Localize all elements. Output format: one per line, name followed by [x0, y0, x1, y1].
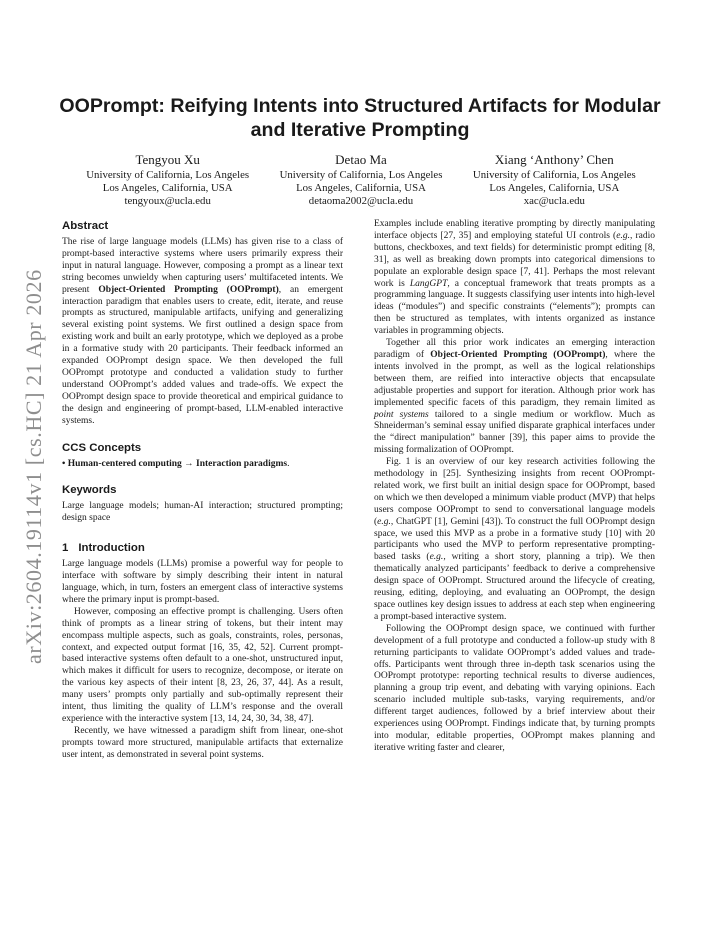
intro-heading: 1 Introduction [62, 542, 145, 555]
author-1 [71, 152, 264, 209]
author-affiliation: University of California, Los Angeles [472, 169, 636, 181]
right-column [374, 219, 655, 755]
arxiv-stamp-graphic [17, 246, 49, 666]
author-email: detaoma2002@ucla.edu [308, 195, 414, 208]
author-email: xac@ucla.edu [523, 195, 585, 208]
paper-title: OOPrompt: Reifying Intents into Structured Artifacts for Modular and Iterative Prompting [59, 95, 661, 141]
author-location: Los Angeles, California, USA [102, 182, 233, 195]
intro-paragraph-3: Recently, we have witnessed a paradigm shift from linear, one-shot prompts toward more structured, manipulable artifacts that externalize user intent, as demonstrated in several point systems. [62, 725, 343, 760]
intro-paragraph-2: However, composing an effective prompt is challenging. Users often think of prompts as a linear string of tokens, but their intent may encompass multiple aspects, such as goals, constraints, roles, personas, context, and expected output format [16, 35, 42, 52]. Current prompt-based interactive systems often default to a one-shot, unstructured input, which makes it difficult for users to recognize, decompose, or iterate on the various key aspects of their intent [8, 23, 26, 37, 44]. As a result, many users’ prompts only partially and sub-optimally represent their intent, thus limiting the quality of LLM’s response and the overall experience with the interactive system [13, 14, 24, 30, 34, 38, 47]. [62, 606, 343, 724]
author-block [71, 152, 651, 209]
author-name: Xiang ‘Anthony’ Chen [494, 152, 614, 167]
ccs-concepts: • Human-centered computing → Interaction paradigms. [62, 458, 290, 469]
abstract-text: The rise of large language models (LLMs) has given rise to a class of prompt-based interactive systems where users primarily express their input in natural language. However, composing a prompt as a linear text string becomes unwieldy when capturing users’ multifaceted intents. We present Object-Oriented Prompting (OOPrompt), an emergent interaction paradigm that enables users to create, edit, iterate, and reuse prompts as structured, manipulable artifacts, unifying and generalizing several existing point systems. We first outlined a design space from existing work and built an early prototype, which we deployed as a probe in a formative study with 20 participants. Their feedback informed an expanded OOPrompt design space. We then developed the full OOPrompt prototype and conducted a validation study to further understand OOPrompt’s added values and trade-offs. We expect the OOPrompt design space to provide theoretical and empirical guidance to the design and engineering of prompt-based, LLM-enabled interactive systems. [62, 237, 344, 426]
ccs-heading: CCS Concepts [62, 441, 142, 454]
author-name: Detao Ma [335, 152, 387, 167]
right-paragraph-2: Together all this prior work indicates an emerging interaction paradigm of Object-Oriented Prompting (OOPrompt), where the intents involved in the prompt, as well as the logical relationships between them, are reified into interactive objects that encapsulate adjustable properties and support for iteration. Although prior work has implemented specific facets of this paradigm, they remain limited as point systems tailored to a single medium or workflow. Much as Shneiderman’s seminal essay unified disparate graphical interfaces under the “direct manipulation” banner [39], this paper aims to provide the missing formalization of OOPrompt. [374, 338, 656, 456]
right-paragraph-3: Fig. 1 is an overview of our key research activities following the methodology in [25]. Synthesizing insights from recent OOPrompt-related work, we first built an initial design space for OOPrompt, based on which we then developed a minimum viable product (MVP) that helps users compose OOPrompt to send to conversational language models (e.g., ChatGPT [1], Gemini [43]). To construct the full OOPrompt design space, we used this MVP as a probe in a formative study [10] with 20 participants who used the MVP to perform representative prompting-based tasks (e.g., writing a short story, planning a trip). We then thematically analyzed participants’ feedback to derive a comprehensive design space of OOPrompt. Structured around the lifecycle of creating, reusing, editing, deploying, and evaluating an OOPrompt, the design space outlines key design issues to address at each step when engineering a prompt-based interactive system. [374, 457, 655, 622]
author-email: tengyoux@ucla.edu [124, 195, 211, 208]
abstract-heading: Abstract [62, 220, 109, 232]
author-2 [264, 152, 457, 209]
left-column [62, 219, 343, 762]
right-paragraph-4: Following the OOPrompt design space, we continued with further development of a full prototype and conducted a follow-up study with 8 returning participants to validate OOPrompt’s added values and trade-offs. Participants went through three in-depth task scenarios using the OOPrompt prototype: reporting technical results to diverse audiences, planning a group trip event, and debating with varying opinions. Each scenario included multiple sub-tasks, varying requirements, and/or different target audiences, followed by a brief interview about their experiences using OOPrompt. Findings indicate that, by turning prompts into modular, editable properties, OOPrompt makes planning and iterative writing faster and clearer, [374, 623, 655, 753]
author-affiliation: University of California, Los Angeles [86, 169, 250, 181]
author-affiliation: University of California, Los Angeles [279, 169, 443, 181]
keywords-text: Large language models; human-AI interaction; structured prompting; design space [62, 501, 343, 524]
arxiv-stamp [17, 246, 49, 666]
author-location: Los Angeles, California, USA [296, 182, 426, 195]
author-location: Los Angeles, California, USA [489, 182, 620, 195]
keywords-heading: Keywords [62, 484, 117, 497]
author-3 [458, 152, 651, 209]
arxiv-stamp-text: arXiv:2604.19114v1 [cs.HC] 21 Apr 2026 [21, 269, 46, 664]
intro-paragraph-1: Large language models (LLMs) promise a powerful way for people to interface with software by simply describing their intent in natural language, which, in turn, fosters an emergent class of interactive systems where the primary input is prompt-based. [62, 559, 343, 605]
right-paragraph-1: Examples include enabling iterative prompting by directly manipulating interface objects [27, 35] and employing stateful UI controls (e.g., radio buttons, checkboxes, and text fields) for deterministic prompt editing [8, 31], as well as breaking down prompts into categorical dimensions to populate an explorable design space [7, 41]. Perhaps the most relevant work is LangGPT, a conceptual framework that treats prompts as a programming language. It suggests classifying user intents into high-level ideas (“modules”) and specific constraints (“elements”); prompts can then be structured as templates, with intents organized as instance variables in programming objects. [374, 219, 655, 337]
author-name: Tengyou Xu [135, 152, 200, 167]
